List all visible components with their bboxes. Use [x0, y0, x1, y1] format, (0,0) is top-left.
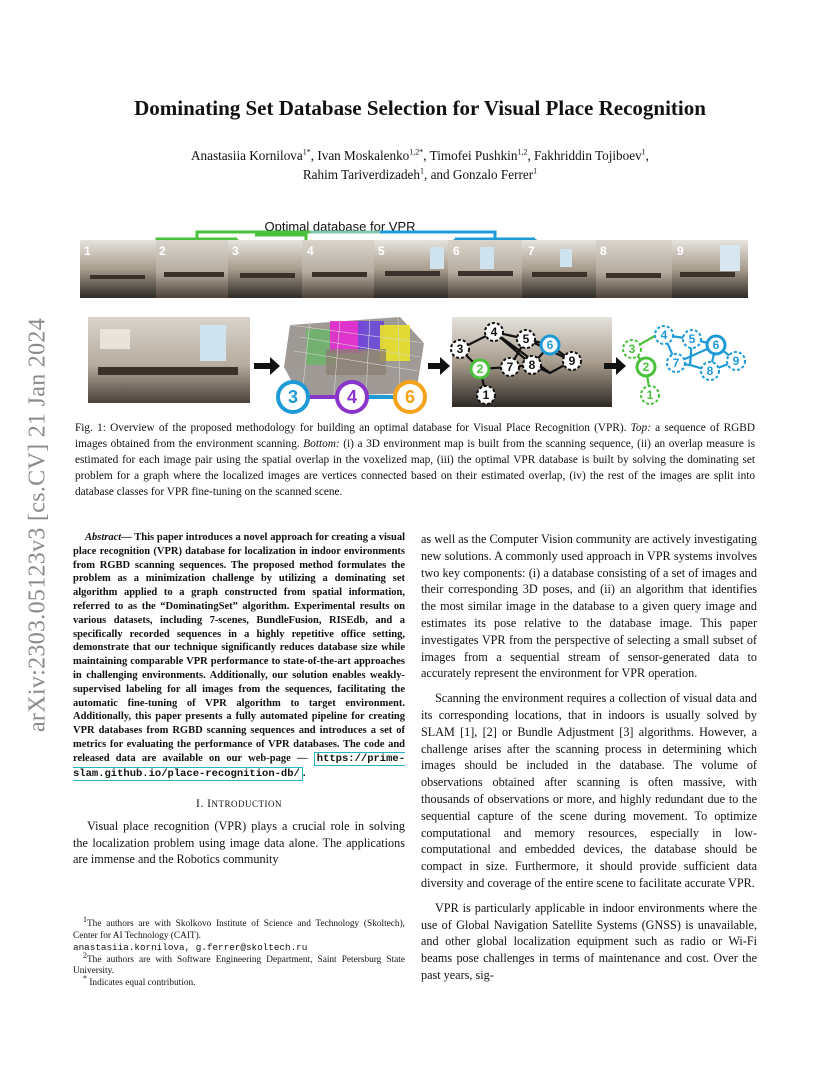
caption-text-1: a sequence of RGBD images obtained from the environment scanning. — [75, 422, 755, 450]
split-node-label: 6 — [712, 338, 720, 352]
split-node-label: 2 — [642, 360, 650, 374]
strip-number: 6 — [453, 244, 460, 258]
intro-paragraph: Visual place recognition (VPR) plays a crucial role in solving the localization problem using image data alone. The applications are immense and the Robotics community — [73, 819, 405, 867]
graph-node-label: 3 — [456, 342, 464, 356]
split-node-label: 9 — [732, 354, 740, 368]
strip-number: 2 — [159, 244, 166, 258]
strip-number: 7 — [528, 244, 535, 258]
selected-node-label: 4 — [346, 387, 358, 407]
author-name: Rahim Tariverdizadeh — [302, 167, 420, 182]
author-list — [80, 146, 760, 184]
strip-number: 8 — [600, 244, 607, 258]
split-node-label: 5 — [688, 332, 696, 346]
arxiv-stamp-text: arXiv:2303.05123v3 [cs.CV] 21 Jan 2024 — [24, 317, 51, 733]
selected-node-label: 6 — [404, 387, 416, 407]
footnote-1-text: The authors are with Skolkovo Institute of Science and Technology (Skoltech), Center for AI Technology (CAIT). — [73, 919, 405, 941]
graph-node-label: 8 — [528, 358, 536, 372]
author-line-2 — [80, 165, 760, 184]
graph-node-label: 7 — [506, 360, 514, 374]
caption-bottom-label: Bottom: — [303, 438, 340, 450]
right-paragraph: VPR is particularly applicable in indoor environments where the use of Global Navigation Satellite Systems (GNSS) is unavailable, and other global localization equipment such as radio or Wi-Fi beams pose challenges in terms of maintenance and cost. Over the past years, sig- — [421, 900, 757, 982]
author-name: Ivan Moskalenko — [317, 148, 410, 163]
bracket-label: Optimal database for VPR — [264, 219, 416, 234]
footnote-3-text: Indicates equal contribution. — [89, 977, 196, 988]
split-node-label: 7 — [672, 356, 680, 370]
author-name: Anastasiia Kornilova — [191, 148, 303, 163]
graph-node-label: 5 — [522, 332, 530, 346]
footnote-3: * Indicates equal contribution. — [83, 973, 196, 988]
split-node-label: 3 — [628, 342, 636, 356]
author-name: Fakhriddin Tojiboev — [534, 148, 642, 163]
caption-top-label: Top: — [630, 422, 651, 434]
strip-number: 4 — [307, 244, 314, 258]
strip-number: 1 — [84, 244, 91, 258]
strip-number: 5 — [378, 244, 385, 258]
abstract — [73, 531, 405, 781]
author-separator: , — [423, 148, 430, 163]
section-first-letter: I — [207, 798, 212, 811]
author-separator: , — [310, 148, 318, 163]
image-strip — [80, 240, 748, 298]
graph-node-label: 9 — [568, 354, 576, 368]
graph-node-label: 1 — [482, 388, 490, 402]
strip-number: 3 — [232, 244, 239, 258]
graph-node-label: 6 — [546, 338, 554, 352]
author-affiliation: 1,2* — [409, 147, 424, 157]
right-column — [421, 531, 757, 992]
arxiv-stamp — [18, 290, 58, 760]
caption-text-2: (i) a 3D environment map is built from the scanning sequence, (ii) an overlap measure is estimated for each image pair using the spatial overlap in the voxelized map, (iii) the optimal VPR database is built by solving the dominating set problem for a graph where the localized images are vertices connected based on their estimated overlap, (iv) the rest of the images are split into database classes for VPR fine-tuning on the scanned scene. — [75, 438, 755, 498]
project-url-link[interactable]: https://prime-slam.github.io/place-recognition-db/ — [73, 752, 405, 780]
author-separator: , — [527, 148, 535, 163]
footnote-2: $^2$The authors are with Software Engineering Department, Saint Petersburg State University. — [73, 950, 405, 977]
paper-title: Dominating Set Database Selection for Visual Place Recognition — [134, 96, 706, 120]
section-title-rest: NTRODUCTION — [211, 799, 282, 810]
author-name: Gonzalo Ferrer — [452, 167, 534, 182]
right-paragraph: as well as the Computer Vision community are actively investigating new solutions. A commonly used approach in VPR systems involves two key components: (i) a database consisting of a set of images and their corresponding 3D poses, and (ii) an algorithm that identifies the most similar image in the database to a given query image and estimates its pose relative to the database image. This paper investigates VPR from the perspective of selecting a small subset of images from a sequential stream of sensor-generated data to accurately represent the environment for VPR operation. — [421, 532, 757, 681]
footnote-2-text: The authors are with Software Engineering Department, Saint Petersburg State University. — [73, 954, 405, 977]
author-affiliation: 1,2 — [517, 147, 528, 157]
abstract-end: . — [302, 767, 306, 779]
abstract-label: Abstract — [85, 532, 122, 543]
author-affiliation: 1 — [641, 147, 646, 157]
strip-number: 9 — [677, 244, 684, 258]
arrow-icon — [254, 357, 280, 375]
author-line-1 — [80, 146, 760, 165]
arrow-icon — [428, 357, 450, 375]
overview-figure — [80, 217, 748, 417]
footnotes — [73, 914, 405, 990]
graph-on-image — [451, 317, 612, 407]
section-heading-introduction — [73, 798, 405, 810]
left-column — [73, 531, 405, 868]
abstract-dash: — — [121, 532, 132, 543]
footnote-emails: anastasiia.kornilova, g.ferrer@skoltech.ru — [73, 942, 308, 954]
footnote-1: $^1$The authors are with Skolkovo Institute of Science and Technology (Skoltech), Center for AI Technology (CAIT). anastasiia.kornilova, g.ferrer@skoltech.ru — [73, 914, 405, 954]
author-separator: , and — [423, 167, 453, 182]
section-number: I. — [196, 798, 208, 811]
author-name: Timofei Pushkin — [429, 148, 518, 163]
author-affiliation: 1* — [302, 147, 311, 157]
selected-node-label: 3 — [287, 387, 299, 407]
split-node-label: 1 — [646, 388, 654, 402]
graph-node-label: 2 — [476, 362, 484, 376]
split-node-label: 8 — [706, 364, 714, 378]
selected-nodes — [278, 382, 425, 412]
author-separator: , — [645, 148, 649, 163]
overview-figure-svg — [80, 217, 748, 417]
abstract-text: This paper introduces a novel approach for creating a visual place recognition (VPR) database for localization in indoor environments from RGBD scanning sequences. The proposed method formulates the problem as a minimization challenge by utilizing a dominating set algorithm applied to a graph constructed from spatial information, referred to as the “DominatingSet” algorithm. Experimental results on various datasets, including 7-scenes, BundleFusion, RISEdb, and a specifically recorded sequences in a highly repetitive office setting, demonstrate that our technique significantly reduces database size while maintaining comparable VPR performance to state-of-the-art approaches in challenging environments. Additionally, our solution enables weakly-supervised labeling for all images from the sequences, facilitating the automatic fine-tuning of VPR algorithm to target environment. Additionally, this paper presents a fully automated pipeline for creating VPR databases from RGBD scanning sequences and introduces a set of metrics for evaluating the performance of VPR databases. The code and released data are available on our web-page — — [73, 532, 405, 764]
split-graph — [623, 326, 745, 404]
graph-node-label: 4 — [490, 325, 498, 339]
author-affiliation: 1 — [419, 166, 424, 176]
right-paragraph: Scanning the environment requires a collection of visual data and its corresponding locations, that in indoors is usually solved by SLAM [1], [2] or Bundle Adjustment [3] algorithms. However, a challenge arises after the scanning process in determining which images should be included in the database. The volume of observations obtained after scanning is often massive, with thousands of observations or more, and highly redundant due to the sequential capture of the scene during movement. To optimize computational and memory resources, especially in low-computational and embedded devices, the database should be compact in size. Furthermore, it should provide sufficient data diversity and coverage of the entire scene to facilitate accurate VPR. — [421, 691, 757, 890]
figure-caption — [75, 420, 755, 500]
caption-label: Fig. 1: Overview of the proposed methodology for building an optimal database for Visual Place Recognition (VPR). — [75, 422, 631, 434]
author-affiliation: 1 — [533, 166, 538, 176]
split-node-label: 4 — [660, 328, 668, 342]
